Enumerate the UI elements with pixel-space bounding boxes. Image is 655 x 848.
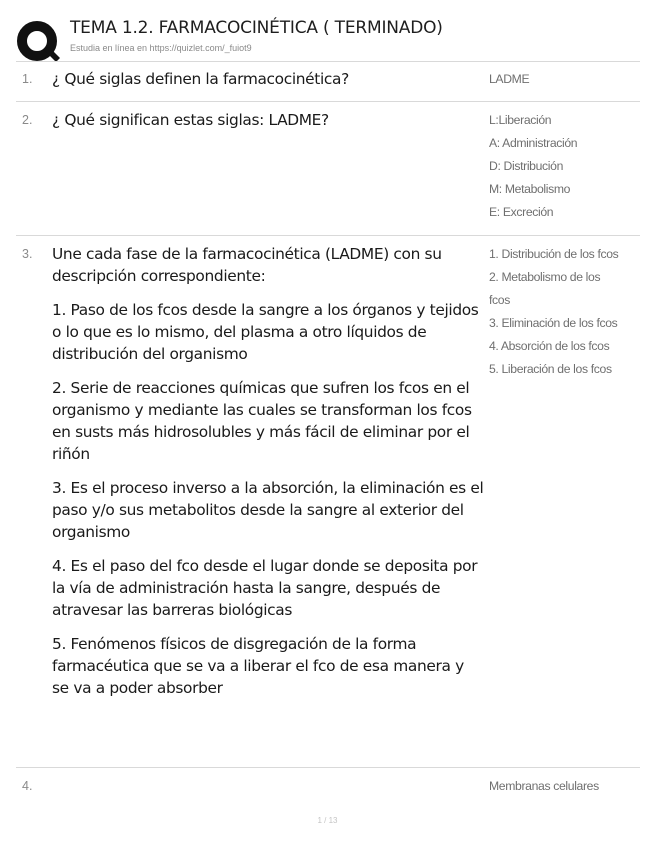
- answer-line: A: Administración: [489, 136, 578, 150]
- answer-text: [489, 68, 634, 91]
- item-number: 2.: [22, 113, 33, 127]
- answer-line: Membranas celulares: [489, 779, 599, 793]
- question-paragraph: 5. Fenómenos físicos de disgregación de la forma farmacéutica que se va a liberar el fco de esa manera y se va a poder absorber: [52, 635, 464, 697]
- answer-text: [489, 775, 634, 798]
- answer-line: LADME: [489, 72, 530, 86]
- answer-text: [489, 109, 634, 224]
- divider: [16, 61, 640, 62]
- question-paragraph: 2. Serie de reacciones químicas que sufren los fcos en el organismo y mediante las cuales se transforman los fcos en susts más hidrosolubles y más fácil de eliminar por el riñón: [52, 379, 472, 463]
- divider: [16, 101, 640, 102]
- question-text: ¿ Qué siglas definen la farmacocinética?: [52, 70, 349, 88]
- answer-line: M: Metabolismo: [489, 182, 571, 196]
- answer-line: 5. Liberación de los fcos: [489, 362, 612, 376]
- answer-text: [489, 243, 634, 381]
- page-header: [16, 16, 640, 60]
- answer-line: 3. Eliminación de los fcos: [489, 316, 618, 330]
- answer-line: 1. Distribución de los fcos: [489, 247, 619, 261]
- question-paragraph: Une cada fase de la farmacocinética (LADME) con su descripción correspondiente:: [52, 245, 442, 285]
- divider: [16, 767, 640, 768]
- question-paragraph: 4. Es el paso del fco desde el lugar donde se deposita por la vía de administración hasta la sangre, después de atravesar las barreras biológicas: [52, 557, 478, 619]
- question-text: [52, 243, 484, 711]
- question-paragraph: 3. Es el proceso inverso a la absorción, la eliminación es el paso y/o sus metabolitos desde la sangre al exterior del organismo: [52, 479, 484, 541]
- item-number: 4.: [22, 779, 33, 793]
- quizlet-logo-icon: [16, 20, 60, 64]
- answer-line: 2. Metabolismo de los fcos: [489, 270, 601, 307]
- answer-line: L:Liberación: [489, 113, 552, 127]
- question-text: ¿ Qué significan estas siglas: LADME?: [52, 111, 329, 129]
- question-paragraph: 1. Paso de los fcos desde la sangre a los órganos y tejidos o lo que es lo mismo, del plasma a otro líquidos de distribución del organismo: [52, 301, 479, 363]
- answer-line: D: Distribución: [489, 159, 563, 173]
- page-title: TEMA 1.2. FARMACOCINÉTICA ( TERMINADO): [70, 18, 443, 38]
- divider: [16, 235, 640, 236]
- page-indicator: 1 / 13: [317, 816, 338, 825]
- item-number: 3.: [22, 247, 33, 261]
- study-online-link[interactable]: Estudia en línea en https://quizlet.com/_fuiot9: [70, 43, 252, 53]
- answer-line: E: Excreción: [489, 205, 554, 219]
- answer-line: 4. Absorción de los fcos: [489, 339, 610, 353]
- item-number: 1.: [22, 72, 33, 86]
